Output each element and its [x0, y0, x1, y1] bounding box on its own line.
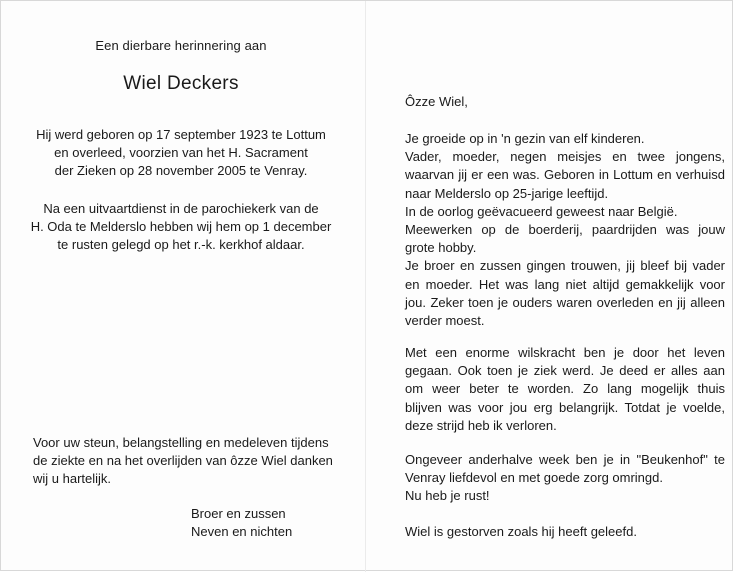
funeral-paragraph [21, 200, 341, 254]
thanks-line: wij u hartelijk. [33, 471, 112, 487]
thanks-paragraph [33, 434, 333, 489]
birth-death-paragraph [21, 126, 341, 180]
funeral-line: H. Oda te Melderslo hebben wij hem op 1 december [30, 219, 332, 234]
card-fold [365, 1, 366, 572]
birth-line: Hij werd geboren op 17 september 1923 te Lottum [36, 127, 326, 142]
closing-line: Wiel is gestorven zoals hij heeft geleefd. [405, 524, 637, 539]
closing-paragraph [405, 523, 725, 541]
text-line: Meewerken op de boerderij, paardrijden was jouw [405, 222, 725, 238]
text-line: grote hobby. [405, 240, 477, 256]
birth-line: der Zieken op 28 november 2005 te Venray. [54, 163, 308, 178]
left-page [1, 1, 361, 572]
text-line: gegaan. Ook toen je ziek werd. Je deed er alles aan [405, 363, 725, 379]
deceased-name: Wiel Deckers [123, 73, 239, 94]
text-line: Ongeveer anderhalve week ben je in "Beukenhof" te [405, 452, 725, 467]
text-line: Je groeide op in 'n gezin van elf kinderen. [405, 131, 645, 146]
funeral-line: te rusten gelegd op het r.-k. kerkhof aldaar. [57, 237, 305, 252]
funeral-line: Na een uitvaartdienst in de parochiekerk van de [43, 201, 319, 216]
text-line: In de oorlog geëvacueerd geweest naar België. [405, 203, 678, 219]
text-line: waarvan jij er een was. Geboren in Lottum en verhuisd [405, 167, 725, 183]
text-line: Vader, moeder, negen meisjes en twee jongens, [405, 149, 725, 165]
text-line: Met een enorme wilskracht ben je door het leven [405, 345, 725, 360]
text-line: om weer beter te worden. Zo lang mogelijk thuis [405, 381, 725, 397]
life-paragraph [405, 130, 725, 330]
text-line: Je broer en zussen gingen trouwen, jij bleef bij vader [405, 258, 725, 274]
text-line: deze strijd heb ik verloren. [405, 417, 557, 433]
right-page [373, 1, 733, 572]
thanks-line: Voor uw steun, belangstelling en medeleven tijdens [33, 435, 329, 450]
text-line: Nu heb je rust! [405, 488, 490, 504]
care-paragraph [405, 451, 725, 506]
signature-line: Broer en zussen [191, 506, 286, 521]
birth-line: en overleed, voorzien van het H. Sacrament [54, 145, 308, 160]
text-line: Venray liefdevol en met goede zorg omringd. [405, 470, 663, 486]
intro-text: Een dierbare herinnering aan [95, 38, 267, 53]
text-line: en moeder. Het was lang niet altijd gemakkelijk voor [405, 276, 725, 292]
text-line: verder moest. [405, 313, 485, 329]
text-line: jou. Zeker toen je ouders waren overleden en jij alleen [405, 294, 725, 310]
signature-line: Neven en nichten [191, 524, 293, 539]
greeting: Ôzze Wiel, [405, 94, 468, 109]
thanks-line: de ziekte en na het overlijden van ôzze Wiel danken [33, 453, 333, 469]
signature-block [191, 505, 292, 541]
text-line: naar Melderslo op 25-jarige leeftijd. [405, 185, 609, 201]
strength-paragraph [405, 344, 725, 435]
text-line: blijven was voor jou erg belangrijk. Totdat je voelde, [405, 399, 725, 415]
